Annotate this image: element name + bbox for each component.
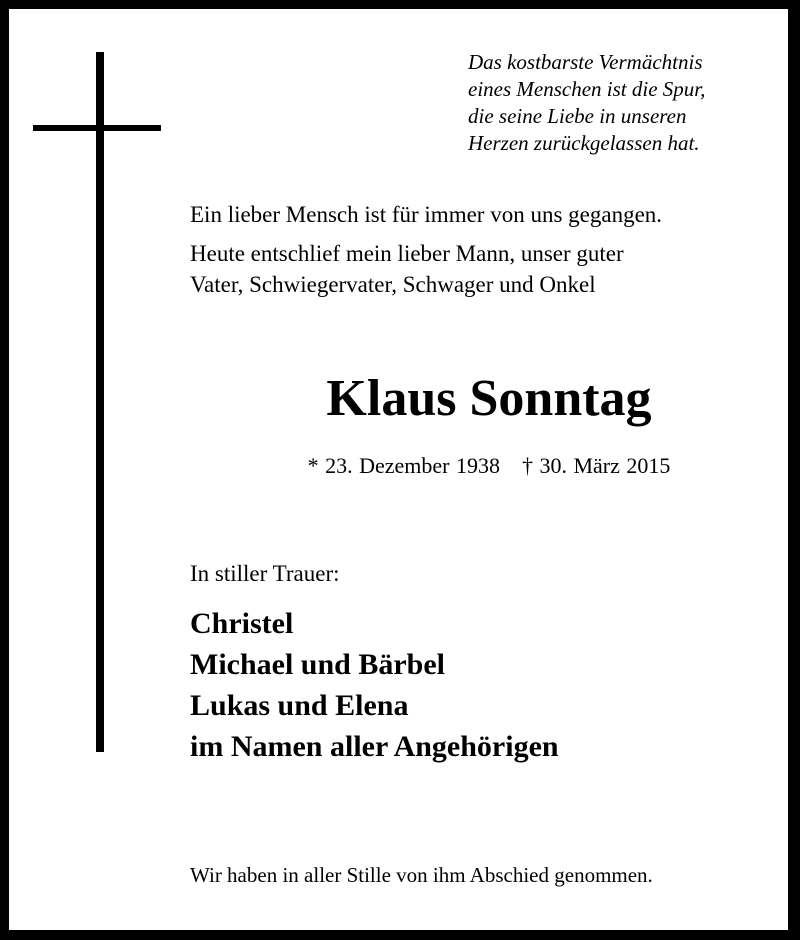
- motto-line: die seine Liebe in unseren: [468, 104, 687, 128]
- mourner-item: Christel: [190, 607, 294, 640]
- motto-line: Das kostbarste Vermächtnis: [468, 50, 703, 74]
- announcement-line: Vater, Schwiegervater, Schwager und Onkel: [190, 272, 596, 297]
- obituary-notice: [9, 9, 788, 930]
- life-dates: [9, 452, 800, 480]
- motto-line: eines Menschen ist die Spur,: [468, 77, 706, 101]
- intro-line: Ein lieber Mensch ist für immer von uns gegangen.: [190, 202, 663, 227]
- mourners-list: [190, 603, 559, 767]
- mourning-label: In stiller Trauer:: [190, 561, 340, 586]
- mourner-item: Lukas und Elena: [190, 689, 409, 722]
- announcement-line: Heute entschlief mein lieber Mann, unser guter: [190, 241, 624, 266]
- closing-line: Wir haben in aller Stille von ihm Abschied genommen.: [190, 863, 653, 887]
- mourner-item: Michael und Bärbel: [190, 648, 446, 681]
- death-date: † 30. März 2015: [521, 453, 671, 478]
- cross-horizontal-bar: [33, 125, 161, 131]
- deceased-name: Klaus Sonntag: [326, 370, 652, 427]
- mourner-item: im Namen aller Angehörigen: [190, 730, 559, 763]
- motto-line: Herzen zurückgelassen hat.: [468, 131, 700, 155]
- motto-quote: [468, 49, 788, 157]
- birth-date: * 23. Dezember 1938: [307, 453, 500, 478]
- intro-text: [190, 199, 790, 300]
